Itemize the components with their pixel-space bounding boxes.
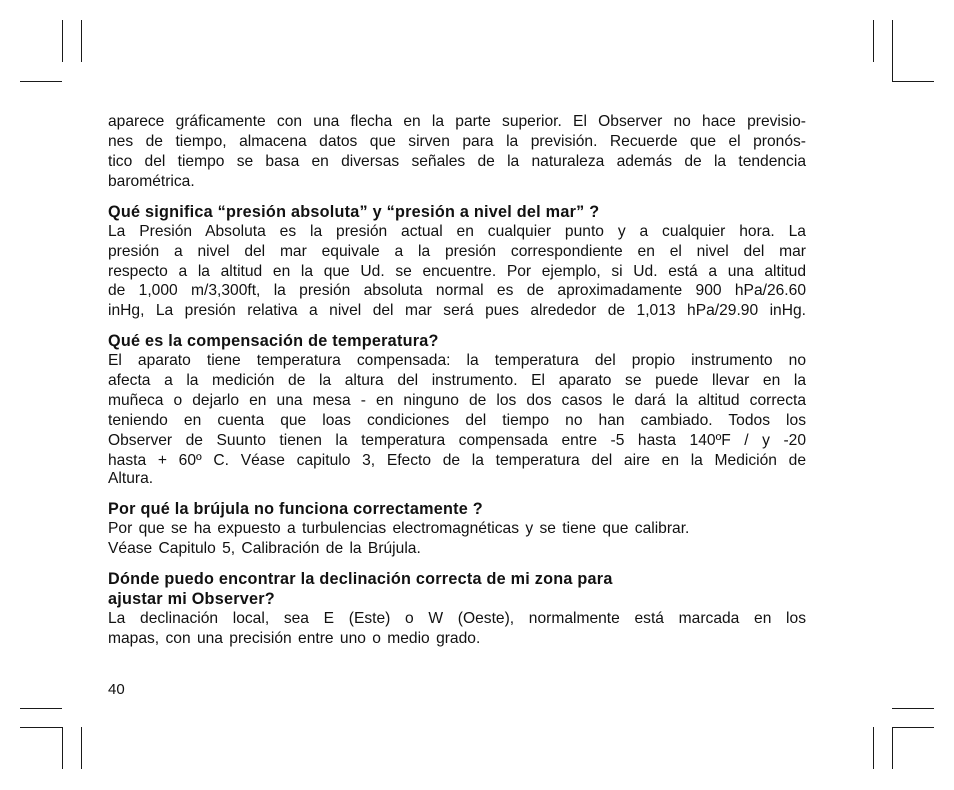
text-line: La Presión Absoluta es la presión actual en cualquier punto y a cualquier hora. La	[108, 223, 806, 240]
text-line: El aparato tiene temperatura compensada: la temperatura del propio instrumento no	[108, 352, 806, 369]
text-line: Véase Capitulo 5, Calibración de la Brújula.	[108, 540, 421, 557]
section-heading: Por qué la brújula no funciona correctamente ?	[108, 500, 483, 518]
text-line: tico del tiempo se basa en diversas señales de la naturaleza además de la tendencia	[108, 153, 806, 170]
crop-mark	[62, 20, 63, 62]
crop-mark	[892, 727, 893, 769]
text-line: Altura.	[108, 470, 154, 487]
crop-mark	[20, 708, 62, 709]
text-line: La declinación local, sea E (Este) o W (Oeste), normalmente está marcada en los	[108, 610, 806, 627]
text-line: inHg, La presión relativa a nivel del mar será pues alrededor de 1,013 hPa/29.90 inHg.	[108, 302, 806, 319]
text-line: mapas, con una precisión entre uno o medio grado.	[108, 630, 481, 647]
crop-mark	[873, 20, 874, 62]
section-heading: Dónde puedo encontrar la declinación correcta de mi zona para	[108, 570, 613, 588]
crop-mark	[892, 708, 934, 709]
text-line: nes de tiempo, almacena datos que sirven para la previsión. Recuerde que el pronós-	[108, 133, 806, 150]
section-heading: Qué significa “presión absoluta” y “presión a nivel del mar” ?	[108, 203, 600, 221]
text-line: afecta a la medición de la altura del instrumento. El aparato se puede llevar en la	[108, 372, 806, 389]
crop-mark	[892, 20, 893, 82]
text-line: Observer de Suunto tienen la temperatura compensada entre -5 hasta 140ºF / y -20	[108, 432, 806, 449]
text-line: respecto a la altitud en la que Ud. se encuentre. Por ejemplo, si Ud. está a una altitud	[108, 263, 806, 280]
crop-mark	[81, 727, 82, 769]
text-line: teniendo en cuenta que loas condiciones del tiempo no han cambiado. Todos los	[108, 412, 806, 429]
crop-mark	[20, 81, 62, 82]
text-line: hasta + 60º C. Véase capitulo 3, Efecto de la temperatura del aire en la Medición de	[108, 452, 806, 469]
crop-mark	[873, 727, 874, 769]
crop-mark	[62, 727, 63, 769]
section-heading: Qué es la compensación de temperatura?	[108, 332, 439, 350]
crop-mark	[20, 727, 62, 728]
text-line: de 1,000 m/3,300ft, la presión absoluta normal es de aproximadamente 900 hPa/26.60	[108, 282, 806, 299]
text-line: barométrica.	[108, 173, 195, 190]
crop-mark	[892, 81, 934, 82]
crop-mark	[892, 727, 934, 728]
text-line: muñeca o dejarlo en una mesa - en ninguno de los dos casos le dará la altitud correcta	[108, 392, 806, 409]
crop-mark	[81, 20, 82, 62]
text-line: presión a nivel del mar equivale a la presión correspondiente en el nivel del mar	[108, 243, 806, 260]
text-line: Por que se ha expuesto a turbulencias electromagnéticas y se tiene que calibrar.	[108, 520, 690, 537]
text-line: aparece gráficamente con una flecha en la parte superior. El Observer no hace previsio-	[108, 113, 806, 130]
section-heading: ajustar mi Observer?	[108, 590, 275, 608]
page-number: 40	[108, 681, 125, 698]
